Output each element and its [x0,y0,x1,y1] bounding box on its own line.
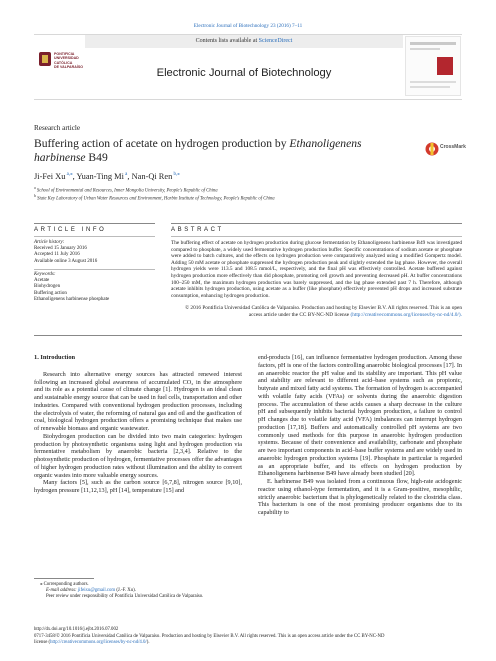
email-link[interactable]: jifeixu@gmail.com [77,587,116,593]
divider [34,269,155,270]
right-column [258,354,462,517]
paragraph: Research into alternative energy sources has attracted renewed interest following an increased global awareness of accumulated CO₂ in the atmosphere and its role as a potential cause of climate change [1]. Hydrogen is an ideal clean and sustainable energy source that can be used in fuel cells, transportation and other industries. Compared with conventional hydrogen production processes, including the electrolysis of water, the reforming of natural gas and oil and the gasification of coal, biological hydrogen production offers a promising technique that makes use of renewable biomass and organic wastewater. [34,370,242,432]
crossmark-label: CrossMark [440,144,466,150]
article-history: Article history: Received 15 January 2016 Accepted 11 July 2016 Available online 3 August 2016 [34,240,98,264]
logo-text: PONTIFICIA UNIVERSIDAD CATÓLICA DE VALPARAÍSO [54,52,84,69]
author-name: , Yuan-Ting Mi [72,171,124,181]
divider [171,223,462,224]
doi-link[interactable]: http://dx.doi.org/10.1016/j.ejbt.2016.07.002 [34,627,119,632]
sciencedirect-link[interactable]: ScienceDirect [258,38,293,44]
author-name: , Nan-Qi Ren [127,171,173,181]
divider [34,335,462,336]
keywords: Keywords: Acetate Biohydrogen Buffering action Ethanoligenens harbinense phosphate [34,272,155,303]
paragraph: E. harbinense B49 was isolated from a continuous flow, high-rate acidogenic reactor using ethanol-type fermentation, and it is a Gram-positive, mesophilic, strictly anaerobic bacterium that is phylogenetically related to the clostridia class. This bacterium is one of the most promising producer organisms due to its capability to [258,478,462,516]
journal-cover-thumbnail[interactable] [405,36,461,96]
divider [34,223,155,224]
left-column [34,354,242,495]
author-name: Ji-Fei Xu [34,171,66,181]
keyword: Biohydrogen [34,284,61,290]
crossmark-badge[interactable] [425,139,466,161]
issn-license-line: license (http://creativecommons.org/licenses/by-nc-nd/4.0/). [34,640,150,645]
issn-line: 0717-3458/© 2016 Pontificia Universidad Católica de Valparaíso. Production and hosting by Elsevier B.V. All rights reserved. This is an open access article under the CC BY-NC-ND [34,634,385,639]
section-heading: 1. Introduction [34,354,76,361]
affiliation-b: $^b$ State Key Laboratory of Urban Water Resources and Environment, Harbin Institute of Technology, People's Republic of China [34,194,275,202]
footnote-divider [34,578,94,579]
university-logo [36,48,86,94]
contents-bar [85,35,403,48]
copyright-notice: © 2016 Pontificia Universidad Católica de Valparaíso. Production and hosting by Elsevier B.V. All rights reserved. This is an open access article under the CC BY-NC-ND license (http://creativecommons.org/licenses/by-nc-nd/4.0/). [185,305,462,318]
paragraph: Many factors [5], such as the carbon source [6,7,8], nitrogen source [9,10], hydrogen pressure [11,12,13], pH [14], temperature [15] and [34,479,242,494]
affiliation-a: $^a$ School of Environmental and Resources, Inner Mongolia University, People's Republic of China [34,186,218,194]
article-info-heading: ARTICLE INFO [34,227,107,233]
journal-citation-line[interactable]: Electronic Journal of Biotechnology 23 (2016) 7–11 [193,23,303,29]
crossmark-icon [425,142,439,156]
license-footer-link[interactable]: http://creativecommons.org/licenses/by-nc-nd/4.0/ [50,640,147,645]
license-link[interactable]: (http://creativecommons.org/licenses/by-nc-nd/4.0/). [350,311,462,318]
abstract-heading: ABSTRACT [171,227,224,233]
keyword: Ethanoligenens harbinense phosphate [34,296,110,302]
author-list: Ji-Fei Xu $^{a,⁎}$, Yuan-Ting Mi $^a$, Nan-Qi Ren $^{b,⁎}$ [34,171,180,181]
contents-prefix: Contents lists available at [195,38,259,44]
paragraph: end-products [16], can influence fermentative hydrogen production. Among these factors, pH is one of the factors controlling anaerobic biological processes [17]. In an anaerobic reactor the pH value and its stability are important. This pH value and stability are relevant to different acid–base systems such as propionic, butyrate and mixed fatty acid systems. The formation of hydrogen is accompanied with volatile fatty acids (VFAs) or solvents during the anaerobic digestion process. The accumulation of these acids causes a sharp decrease in the culture pH and subsequently inhibits bacterial hydrogen production, a failure to control pH changes due to volatile fatty acid (VFA) imbalances can interrupt hydrogen production [17,18]. Buffers and automatically controlled pH systems are two commonly used methods for this purpose in anaerobic hydrogen production systems. Because of their convenience and availability, carbonate and phosphate are two important components in acid–base buffer systems and are widely used in anaerobic hydrogen production systems [19]. Phosphate in particular is regarded as an appropriate buffer, and its effects on hydrogen production by Ethanoligenens harbinense B49 have already been studied [20]. [258,354,462,478]
journal-title: Electronic Journal of Biotechnology [156,67,332,79]
keyword: Buffering action [34,290,67,296]
paragraph: Biohydrogen production can be divided into two main categories: hydrogen production by photosynthetic organisms using light and hydrogen production via fermentative metabolism by anaerobic bacteria [2,3,4]. Relative to the photosynthetic production of hydrogen, fermentative processes offer the advantages of higher hydrogen production rates without illumination and the ability to convert organic wastes into more valuable energy sources. [34,432,242,479]
divider [34,236,155,237]
keyword: Acetate [34,278,50,284]
abstract-text: The buffering effect of acetate on hydrogen production during glucose fermentation by Ethanoligenens harbinense B49 was investigated compared to phosphate, a widely used fermentative hydrogen production buffer. Specific concentrations of sodium acetate or phosphate were added to batch cultures, and the effects on hydrogen production were comparatively analyzed using a modified Gompertz model. Adding 50 mM acetate or phosphate suppressed the hydrogen production peak and slightly extended the lag phase. However, the overall hydrogen yields were 113.5 and 108.5 mmol/L, respectively, and the final pH was effectively controlled. Acetate buffered against hydrogen production more effectively than did phosphate, promoting cell growth and preventing decreased pH. At buffer concentrations 100–250 mM, the maximum hydrogen production was barely suppressed, and the lag phase extended past 7 h. Therefore, although acetate inhibits hydrogen production, using acetate as a buffer (like phosphate) effectively prevented pH drops and increased substrate consumption, enhancing hydrogen production. [171,240,462,299]
divider [171,236,462,237]
footnotes: ⁎ Corresponding authors. E-mail address: jifeixu@gmail.com (J.-F. Xu). Peer review under responsibility of Pontificia Universidad Católica de Valparaíso. [40,582,204,599]
article-title: Buffering action of acetate on hydrogen production by Ethanoligenens harbinense B49 [34,137,362,164]
article-type: Research article [34,124,81,132]
journal-cover-icon [406,37,460,95]
